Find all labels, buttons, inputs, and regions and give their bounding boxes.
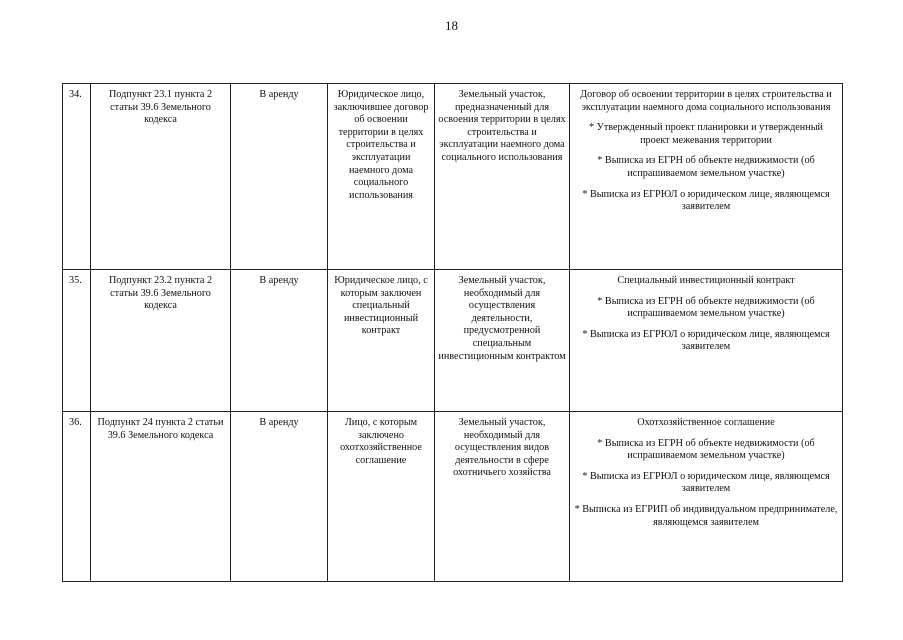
land-plot: Земельный участок, необходимый для осуществления деятельности, предусмотренной специальным инвестиционным контрактом: [435, 270, 570, 412]
required-documents: [570, 412, 843, 582]
applicant: Лицо, с которым заключено охотхозяйственное соглашение: [328, 412, 435, 582]
land-plot: Земельный участок, необходимый для осуществления видов деятельности в сфере охотничьего хозяйства: [435, 412, 570, 582]
document-item: * Выписка из ЕГРЮЛ о юридическом лице, являющемся заявителем: [582, 470, 830, 495]
provision-type: В аренду: [231, 412, 328, 582]
page-number: 18: [445, 18, 458, 33]
document-item: * Выписка из ЕГРН об объекте недвижимости (об испрашиваемом земельном участке): [597, 437, 815, 462]
document-item: * Утвержденный проект планировки и утвержденный проект межевания территории: [588, 122, 824, 146]
document-item: * Выписка из ЕГРИП об индивидуальном предпринимателе, являющемся заявителем: [574, 503, 838, 528]
document-item: * Выписка из ЕГРН об объекте недвижимости (об испрашиваемом земельном участке): [597, 155, 815, 179]
row-number: 35.: [63, 270, 91, 412]
document-item: * Выписка из ЕГРН об объекте недвижимости (об испрашиваемом земельном участке): [597, 295, 815, 320]
required-documents: [570, 84, 843, 270]
applicant: Юридическое лицо, заключившее договор об освоении территории в целях строительства и эксплуатации наемного дома социального использования: [328, 84, 435, 270]
document-item: * Выписка из ЕГРЮЛ о юридическом лице, являющемся заявителем: [582, 188, 830, 213]
land-plot: Земельный участок, предназначенный для освоения территории в целях строительства и эксплуатации наемного дома социального использования: [435, 84, 570, 270]
provision-type: В аренду: [231, 270, 328, 412]
applicant: Юридическое лицо, с которым заключен специальный инвестиционный контракт: [328, 270, 435, 412]
legal-basis: Подпункт 24 пункта 2 статьи 39.6 Земельного кодекса: [91, 412, 231, 582]
table-row: [63, 270, 843, 412]
document-table: [62, 83, 843, 582]
table-row: [63, 84, 843, 270]
document-item: Охотхозяйственное соглашение: [637, 417, 775, 428]
table-row: [63, 412, 843, 582]
legal-basis: Подпункт 23.2 пункта 2 статьи 39.6 Земельного кодекса: [91, 270, 231, 412]
legal-basis: Подпункт 23.1 пункта 2 статьи 39.6 Земельного кодекса: [91, 84, 231, 270]
row-number: 34.: [63, 84, 91, 270]
document-item: Специальный инвестиционный контракт: [617, 275, 795, 286]
required-documents: [570, 270, 843, 412]
document-item: Договор об освоении территории в целях строительства и эксплуатации наемного дома социального использования: [580, 89, 832, 113]
document-item: * Выписка из ЕГРЮЛ о юридическом лице, являющемся заявителем: [582, 328, 830, 353]
row-number: 36.: [63, 412, 91, 582]
provision-type: В аренду: [231, 84, 328, 270]
